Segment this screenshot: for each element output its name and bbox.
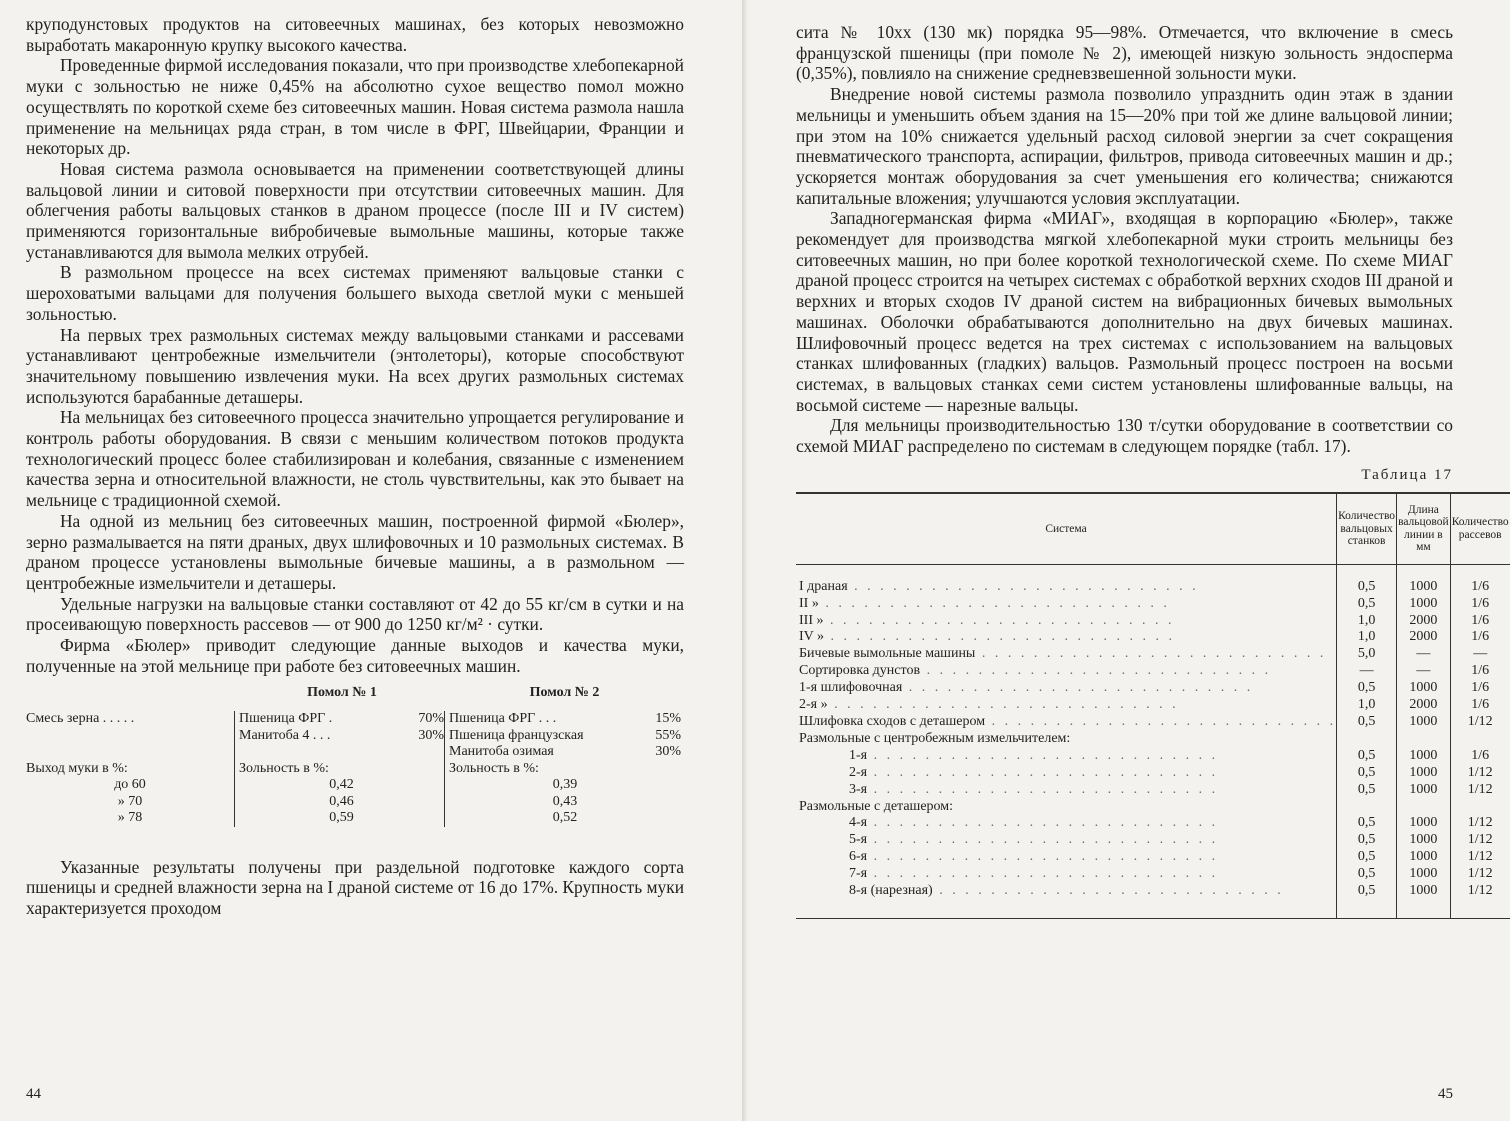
table-row: [796, 815, 1510, 832]
paragraph: сита № 10хх (130 мк) порядка 95—98%. Отмечается, что включение в смесь французской пшеницы (при помоле № 2), имеющей низкую зольность эндосперма (0,35%), повлияло на снижение средневзвешенной зольности муки.: [796, 22, 1453, 84]
roll-length: [1397, 731, 1451, 748]
table-row: [796, 646, 1510, 663]
table-row: [796, 731, 1510, 748]
page-number: 44: [26, 1086, 41, 1102]
roll-length: 2000: [1397, 697, 1451, 714]
sifter-count: 1/6: [1450, 680, 1510, 697]
system-name: 1-я: [849, 747, 868, 763]
paragraph: Указанные результаты получены при раздельной подготовке каждого сорта пшеницы и средней влажности зерна на I драной системе от 16 до 17%. Крупность муки характеризуется проходом: [26, 856, 684, 918]
system-name: Бичевые вымольные машины: [799, 646, 976, 662]
mix-item: Манитоба 4 . . . 30%: [239, 727, 444, 743]
sifter-count: 1/12: [1450, 714, 1510, 731]
roll-length: 1000: [1397, 564, 1451, 595]
paragraph: круподунстовых продуктов на ситовеечных машинах, без которых невозможно выработать макаронную крупку высокого качества.: [26, 14, 684, 55]
leader-dots: . . . . . . . . . . . . . . . . . . . . . . . . . . .: [847, 578, 1199, 594]
roll-length: 1000: [1397, 849, 1451, 866]
leader-dots: . . . . . . . . . . . . . . . . . . . . . . . . . . .: [920, 663, 1272, 679]
system-name: III »: [799, 612, 824, 628]
table-row: [796, 697, 1510, 714]
column-header: Количество рассевов: [1450, 493, 1510, 565]
paragraph: Западногерманская фирма «МИАГ», входящая в корпорацию «Бюлер», также рекомендует для производства мягкой хлебопекарной муки строить мельницы без ситовеечных машин, но при более короткой технологической схеме. По схеме МИАГ драной процесс строится на четырех системах с обработкой верхних сходов III драной и верхних и вторых сходов IV драной систем на вибрационных бичевых вымольных машинах. Оболочки обрабатываются дополнительно на двух бичевых машинах. Шлифовочный процесс ведется на трех системах с использованием на вальцовых станках шлифованных (гладких) вальцов. Размольный процесс построен на восьми системах, в вальцовых станках семи систем установлены шлифованные вальцы, на восьмой системе — нарезные вальцы.: [796, 208, 1453, 415]
paragraph: В размольном процессе на всех системах применяют вальцовые станки с шероховатыми вальцами для получения большего выхода светлой муки с меньшей зольностью.: [26, 262, 684, 324]
roll-length: 1000: [1397, 782, 1451, 799]
mill-count: 0,5: [1337, 765, 1397, 782]
ash-label: Зольность в %:: [449, 760, 539, 776]
roll-length: 1000: [1397, 883, 1451, 918]
paragraph: Новая система размола основывается на применении соответствующей длины вальцовой линии и ситовой поверхности при отсутствии ситовеечных машин. Для облегчения работы вальцовых станков в драном процессе (после III и IV систем) применяются горизонтальные вибробичевые вымольные машины, которые также устанавливаются для вымола мелких отрубей.: [26, 158, 684, 262]
mix-label: Смесь зерна . . . . .: [26, 711, 135, 726]
ash-value: 0,46: [329, 793, 354, 809]
sifter-count: 1/12: [1450, 849, 1510, 866]
system-name: 1-я шлифовочная: [799, 680, 903, 696]
system-name: Размольные с центробежным измельчителем:: [799, 730, 1071, 746]
paragraph: Проведенные фирмой исследования показали, что при производстве хлебопекарной муки с зольностью не ниже 0,45% на абсолютно сухое вещество помол можно осуществлять по короткой схеме без ситовеечных машин. Новая система размола нашла применение на мельницах ряда стран, в том числе в ФРГ, Швейцарии, Франции и некоторых др.: [26, 55, 684, 159]
sifter-count: 1/12: [1450, 782, 1510, 799]
roll-length: —: [1397, 663, 1451, 680]
mill-count: [1337, 799, 1397, 816]
system-name: Размольные с деташером:: [799, 798, 954, 814]
roll-length: 2000: [1397, 629, 1451, 646]
mill-count: —: [1337, 663, 1397, 680]
right-page: [748, 0, 1509, 1121]
ash-value: 0,59: [329, 810, 354, 825]
mill-count: 0,5: [1337, 815, 1397, 832]
leader-dots: . . . . . . . . . . . . . . . . . . . . . . . . . . .: [867, 866, 1219, 882]
system-name: 7-я: [849, 866, 868, 882]
paragraph: На одной из мельниц без ситовеечных машин, построенной фирмой «Бюлер», зерно размалывается на пяти драных, двух шлифовочных и 10 размольных системах. В драном процессе установлены вымольные бичевые машины, а в размольном — центробежные измельчители и деташеры.: [26, 510, 684, 593]
mill-count: 1,0: [1337, 613, 1397, 630]
paragraph: Для мельницы производительностью 130 т/сутки оборудование в соответствии со схемой МИАГ распределено по системам в следующем порядке (табл. 17).: [796, 415, 1453, 457]
sifter-count: 1/12: [1450, 765, 1510, 782]
mix-item: Манитоба озимая 30%: [449, 744, 681, 759]
mill-count: 1,0: [1337, 697, 1397, 714]
mill-count: 0,5: [1337, 866, 1397, 883]
leader-dots: . . . . . . . . . . . . . . . . . . . . . . . . . . .: [902, 680, 1254, 696]
roll-length: [1397, 799, 1451, 816]
roll-length: 1000: [1397, 765, 1451, 782]
sifter-count: 1/6: [1450, 629, 1510, 646]
sifter-count: 1/6: [1450, 613, 1510, 630]
table-row: [796, 782, 1510, 799]
table-row: [796, 629, 1510, 646]
leader-dots: . . . . . . . . . . . . . . . . . . . . . . . . . . .: [932, 883, 1284, 899]
leader-dots: . . . . . . . . . . . . . . . . . . . . . . . . . . .: [985, 714, 1337, 730]
mill-count: 5,0: [1337, 646, 1397, 663]
sifter-count: 1/6: [1450, 748, 1510, 765]
column-header: Количество вальцовых станков: [1337, 493, 1397, 565]
mix-item: Пшеница ФРГ . 70%: [239, 711, 444, 726]
mill-count: 1,0: [1337, 629, 1397, 646]
pomol-1-column: [234, 711, 444, 827]
leader-dots: . . . . . . . . . . . . . . . . . . . . . . . . . . .: [867, 747, 1219, 763]
table-caption: Таблица 17: [1361, 466, 1453, 483]
sifter-count: [1450, 799, 1510, 816]
roll-length: 1000: [1397, 596, 1451, 613]
sifter-count: 1/6: [1450, 596, 1510, 613]
pomol-table: [26, 685, 681, 827]
ash-value: 0,42: [329, 777, 354, 792]
leader-dots: . . . . . . . . . . . . . . . . . . . . . . . . . . .: [823, 612, 1175, 628]
ash-value: 0,39: [552, 777, 578, 792]
system-name: 6-я: [849, 849, 868, 865]
system-name: I драная: [799, 578, 848, 594]
yield-value: » 78: [117, 810, 143, 825]
system-name: 3-я: [849, 781, 868, 797]
roll-length: 1000: [1397, 815, 1451, 832]
leader-dots: . . . . . . . . . . . . . . . . . . . . . . . . . . .: [867, 781, 1219, 797]
mill-count: 0,5: [1337, 714, 1397, 731]
system-name: 5-я: [849, 832, 868, 848]
roll-length: 2000: [1397, 613, 1451, 630]
table-row: [796, 849, 1510, 866]
table-row: [796, 883, 1510, 918]
yield-value: » 70: [117, 793, 143, 809]
sifter-count: 1/12: [1450, 883, 1510, 918]
system-name: 2-я: [849, 764, 868, 780]
sifter-count: 1/12: [1450, 866, 1510, 883]
page-number: 45: [1438, 1086, 1453, 1102]
pomol-labels-column: [26, 711, 234, 827]
table-row: [796, 680, 1510, 697]
sifter-count: 1/12: [1450, 832, 1510, 849]
mill-count: 0,5: [1337, 832, 1397, 849]
roll-length: 1000: [1397, 866, 1451, 883]
system-name: 8-я (нарезная): [849, 883, 933, 899]
pomol-1-heading: Помол № 1: [307, 684, 377, 700]
mill-count: 0,5: [1337, 596, 1397, 613]
table-row: [796, 799, 1510, 816]
sifter-count: 1/6: [1450, 663, 1510, 680]
mill-count: 0,5: [1337, 883, 1397, 918]
roll-length: 1000: [1397, 680, 1451, 697]
leader-dots: . . . . . . . . . . . . . . . . . . . . . . . . . . .: [975, 646, 1327, 662]
table-row: [796, 564, 1510, 595]
paragraph: Внедрение новой системы размола позволило упразднить один этаж в здании мельницы и уменьшить объем здания на 15—20% при той же длине вальцовой линии; при этом на 10% снижается удельный расход силовой энергии за счет сокращения пневматического транспорта, аспирации, фильтров, привода ситовеечных машин и др.; ускоряется монтаж оборудования за счет уменьшения его количества; снижаются капитальные вложения; улучшаются условия эксплуатации.: [796, 84, 1453, 208]
system-name: 4-я: [849, 815, 868, 831]
leader-dots: . . . . . . . . . . . . . . . . . . . . . . . . . . .: [818, 595, 1170, 611]
pomol-2-heading: Помол № 2: [529, 684, 600, 700]
mill-count: 0,5: [1337, 564, 1397, 595]
roll-length: 1000: [1397, 714, 1451, 731]
ash-label: Зольность в %:: [239, 760, 329, 776]
table-row: [796, 663, 1510, 680]
mill-count: [1337, 731, 1397, 748]
roll-length: —: [1397, 646, 1451, 663]
leader-dots: . . . . . . . . . . . . . . . . . . . . . . . . . . .: [867, 832, 1219, 848]
table-row: [796, 613, 1510, 630]
mix-item: Пшеница ФРГ . . . 15%: [449, 711, 681, 726]
sifter-count: 1/6: [1450, 697, 1510, 714]
mill-count: 0,5: [1337, 748, 1397, 765]
table-row: [796, 832, 1510, 849]
yield-value: до 60: [114, 777, 146, 792]
system-name: IV »: [799, 629, 825, 645]
paragraph: На первых трех размольных системах между вальцовыми станками и рассевами устанавливают центробежные измельчители (энтолеторы), которые способствуют значительному повышению извлечения муки. На всех других размольных системах используются барабанные деташеры.: [26, 324, 684, 407]
table-row: [796, 714, 1510, 731]
mill-count: 0,5: [1337, 782, 1397, 799]
table-row: [796, 596, 1510, 613]
paragraph: На мельницах без ситовеечного процесса значительно упрощается регулирование и контроль работы оборудования. В связи с меньшим количеством потоков продукта технологический процесс более стабилизирован и колебания, связанные с изменением качества зерна и относительной влажности, не столь чувствительны, как это бывает на мельнице с традиционной схемой.: [26, 407, 684, 511]
pomol-2-column: [444, 711, 681, 827]
table-row: [796, 748, 1510, 765]
sifter-count: 1/12: [1450, 815, 1510, 832]
system-name: II »: [799, 595, 819, 611]
table-17: [796, 492, 1510, 919]
table-row: [796, 866, 1510, 883]
column-header: Длина вальцовой линии в мм: [1397, 493, 1451, 565]
sifter-count: —: [1450, 646, 1510, 663]
column-header: Система: [796, 493, 1337, 565]
paragraph: Удельные нагрузки на вальцовые станки составляют от 42 до 55 кг/см в сутки и на просеивающую поверхность рассевов — от 900 до 1250 кг/м² · сутки.: [26, 593, 684, 635]
roll-length: 1000: [1397, 832, 1451, 849]
paragraph: Фирма «Бюлер» приводит следующие данные выходов и качества муки, полученные на этой мельнице при работе без ситовеечных машин.: [26, 635, 684, 676]
mill-count: 0,5: [1337, 849, 1397, 866]
yield-label: Выход муки в %:: [26, 760, 128, 776]
mill-count: 0,5: [1337, 680, 1397, 697]
roll-length: 1000: [1397, 748, 1451, 765]
mix-item: Пшеница французская 55%: [449, 727, 681, 743]
ash-value: 0,43: [552, 793, 578, 809]
table-row: [796, 765, 1510, 782]
left-page: [0, 0, 742, 1121]
leader-dots: . . . . . . . . . . . . . . . . . . . . . . . . . . .: [827, 697, 1179, 713]
leader-dots: . . . . . . . . . . . . . . . . . . . . . . . . . . .: [867, 815, 1219, 831]
ash-value: 0,52: [552, 810, 578, 825]
leader-dots: . . . . . . . . . . . . . . . . . . . . . . . . . . .: [824, 629, 1176, 645]
sifter-count: [1450, 731, 1510, 748]
system-name: 2-я »: [799, 697, 828, 713]
sifter-count: 1/6: [1450, 564, 1510, 595]
system-name: Шлифовка сходов с деташером: [799, 714, 986, 730]
leader-dots: . . . . . . . . . . . . . . . . . . . . . . . . . . .: [867, 764, 1219, 780]
leader-dots: . . . . . . . . . . . . . . . . . . . . . . . . . . .: [867, 849, 1219, 865]
system-name: Сортировка дунстов: [799, 663, 921, 679]
